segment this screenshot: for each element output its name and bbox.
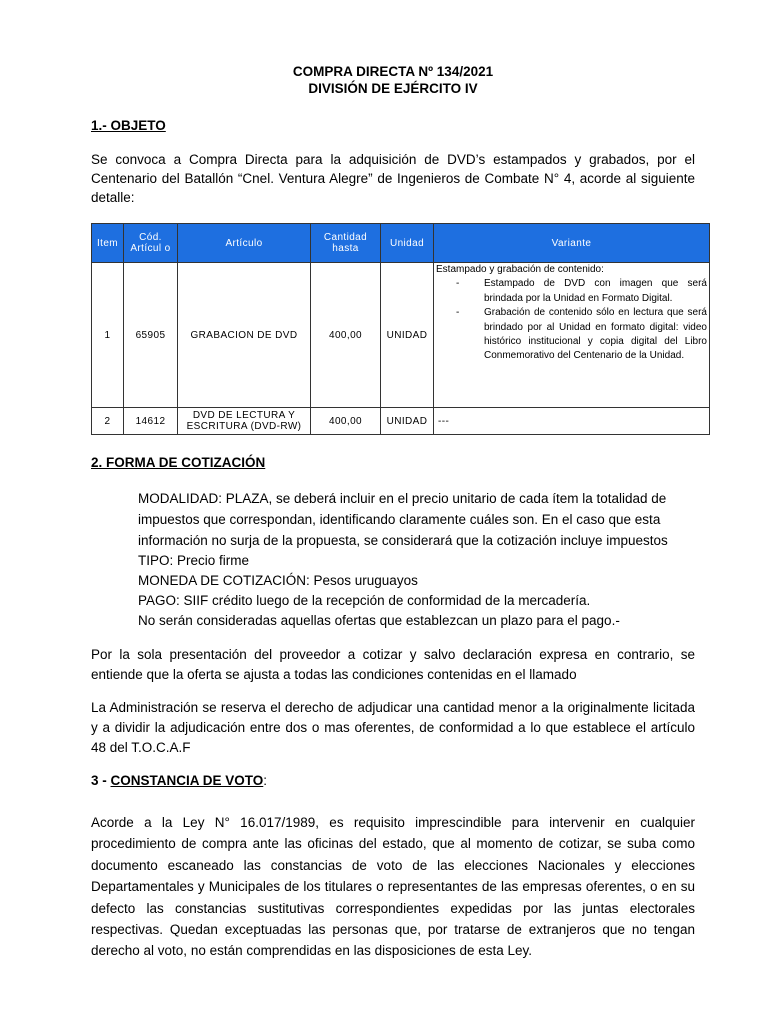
section-3-title: CONSTANCIA DE VOTO	[110, 773, 264, 788]
col-header-item: Item	[92, 224, 124, 263]
cell-articulo: DVD DE LECTURA Y ESCRITURA (DVD-RW)	[178, 408, 311, 435]
table-header-row	[92, 224, 710, 263]
section-1-intro: Se convoca a Compra Directa para la adquisición de DVD’s estampados y grabados, por el Centenario del Batallón “Cnel. Ventura Alegre” de Ingenieros de Combate N° 4, acorde al siguiente detalle:	[91, 152, 695, 205]
cell-cantidad: 400,00	[311, 408, 381, 435]
administration-paragraph: La Administración se reserva el derecho de adjudicar una cantidad menor a la originalmente licitada y a dividir la adjudicación entre dos o mas oferentes, de conformidad a lo que establece el artículo 48 del T.O.C.A.F	[91, 700, 695, 755]
presentation-paragraph: Por la sola presentación del proveedor a cotizar y salvo declaración expresa en contrario, se entiende que la oferta se ajusta a todas las condiciones contenidas en el llamado	[91, 647, 695, 682]
cell-item: 2	[92, 408, 124, 435]
section-1-heading: 1.- OBJETO	[91, 118, 166, 133]
section-3-heading	[91, 773, 267, 788]
variante-list	[436, 277, 707, 363]
section-3-number: 3 -	[91, 773, 111, 788]
modalidad-block	[138, 488, 668, 551]
cell-variante: ---	[434, 408, 710, 435]
no-consideradas-line: No serán consideradas aquellas ofertas que establezcan un plazo para el pago.-	[138, 613, 620, 628]
modalidad-line: MODALIDAD: PLAZA, se deberá incluir en el precio unitario de cada ítem la totalidad de	[138, 491, 667, 506]
tipo-line: TIPO: Precio firme	[138, 553, 250, 568]
col-header-articulo: Artículo	[178, 224, 311, 263]
constancia-paragraph: Acorde a la Ley N° 16.017/1989, es requisito imprescindible para intervenir en cualquier procedimiento de compra ante las oficinas del estado, que al momento de cotizar, se suba como documento escaneado las constancias de voto de las elecciones Nacionales y elecciones Departamentales y Municipales de los titulares o representantes de las empresas oferentes, o en su defecto las constancias sustitutivas correspondientes expedidas por las juntas electorales respectivas. Quedan exceptuadas las personas que, por tratarse de extranjeros que no tengan derecho al voto, no están comprendidas en las disposiciones de esta Ley.	[91, 815, 695, 959]
variante-bullet: - Grabación de contenido sólo en lectura que será brindado por al Unidad en formato digital: video histórico institucional y copia digital del Libro Conmemorativo del Centenario de la Unidad.	[436, 306, 707, 364]
cell-articulo: GRABACION DE DVD	[178, 263, 311, 408]
col-header-variante: Variante	[434, 224, 710, 263]
col-header-unidad: Unidad	[381, 224, 434, 263]
document-subtitle: DIVISIÓN DE EJÉRCITO IV	[308, 81, 478, 96]
cell-cod: 14612	[124, 408, 178, 435]
cell-cantidad: 400,00	[311, 263, 381, 408]
pago-line: PAGO: SIIF crédito luego de la recepción de conformidad de la mercadería.	[138, 593, 591, 608]
cell-unidad: UNIDAD	[381, 263, 434, 408]
section-2-heading: 2. FORMA DE COTIZACIÓN	[91, 455, 266, 470]
col-header-cantidad: Cantidad hasta	[311, 224, 381, 263]
cell-cod: 65905	[124, 263, 178, 408]
items-table	[91, 223, 710, 435]
cell-variante	[434, 263, 710, 408]
moneda-line: MONEDA DE COTIZACIÓN: Pesos uruguayos	[138, 573, 418, 588]
modalidad-line: impuestos que correspondan, identificando claramente cuáles son. En el caso que esta	[138, 512, 661, 527]
cell-item: 1	[92, 263, 124, 408]
variante-intro: Estampado y grabación de contenido:	[436, 264, 604, 275]
col-header-cod: Cód. Artícul o	[124, 224, 178, 263]
table-row	[92, 408, 710, 435]
table-row	[92, 263, 710, 408]
conditions-block	[138, 551, 620, 631]
modalidad-line: información no surja de la propuesta, se considerará que la cotización incluye impuestos	[138, 533, 668, 548]
variante-bullet: - Estampado de DVD con imagen que será brindada por la Unidad en Formato Digital.	[436, 277, 707, 306]
section-3-colon: :	[263, 773, 268, 788]
cell-unidad: UNIDAD	[381, 408, 434, 435]
document-title: COMPRA DIRECTA Nº 134/2021	[292, 64, 494, 79]
